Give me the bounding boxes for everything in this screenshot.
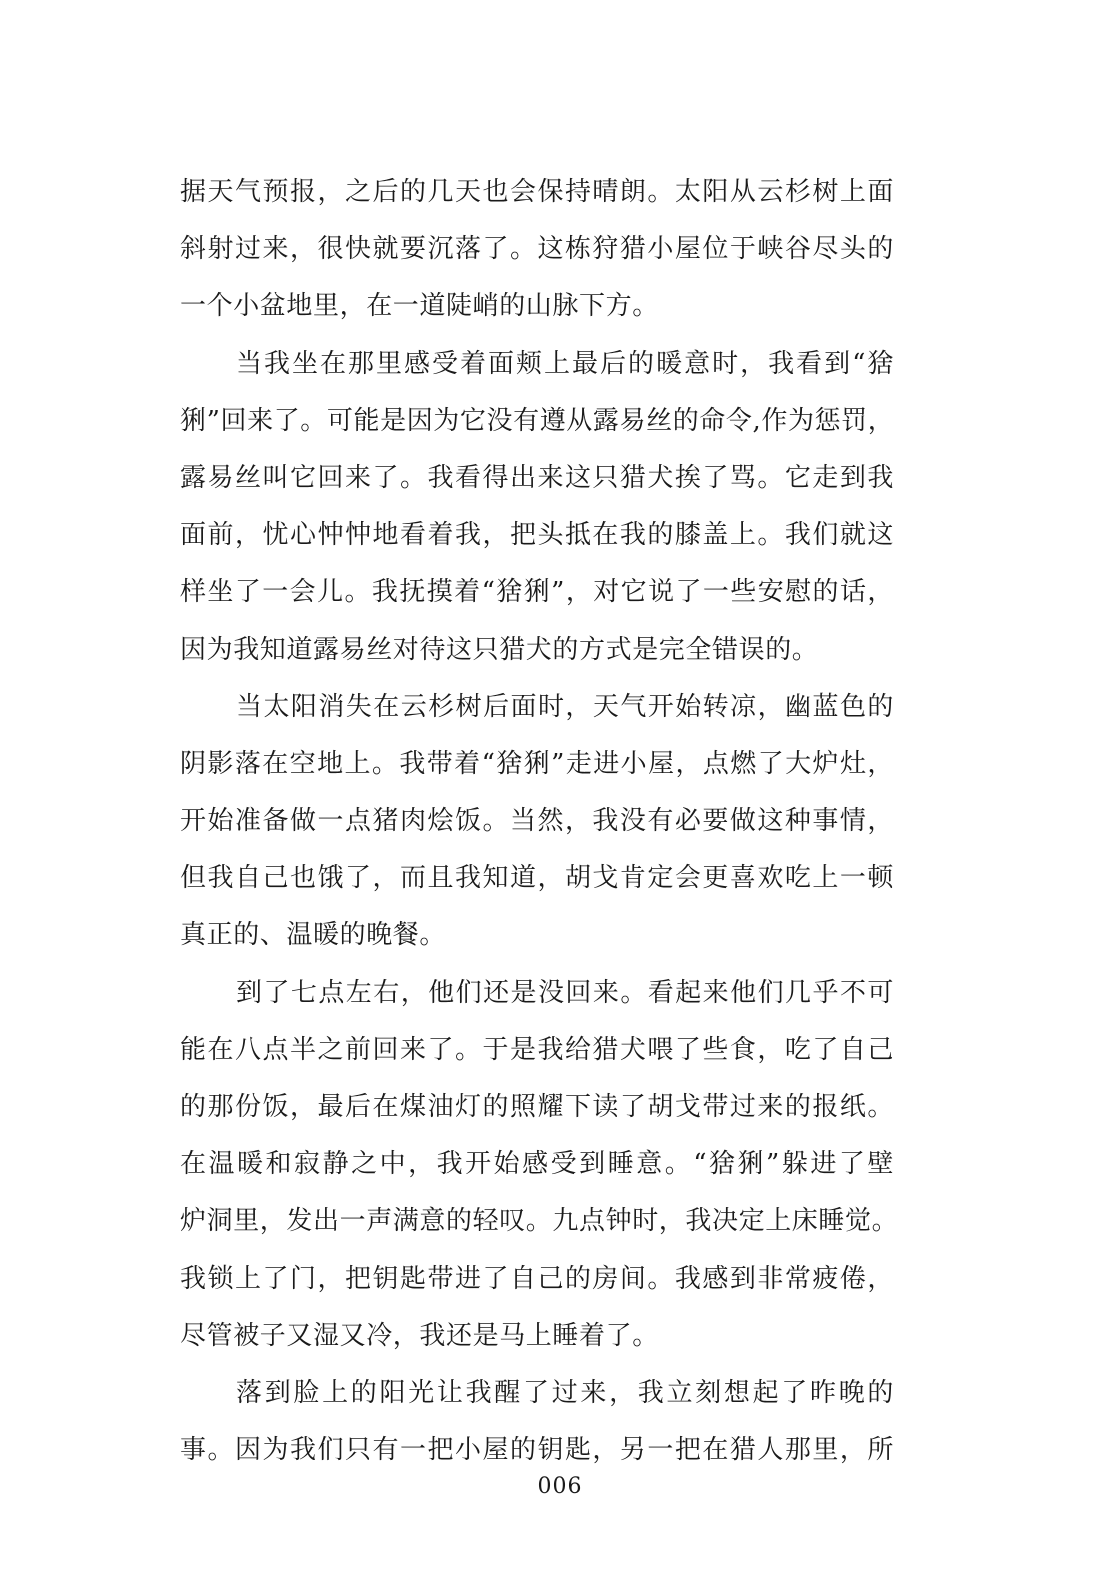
text-line: 斜射过来，很快就要沉落了。这栋狩猎小屋位于峡谷尽头的 — [180, 234, 894, 265]
text-line: 面前，忧心忡忡地看着我，把头抵在我的膝盖上。我们就这 — [180, 520, 894, 551]
text-line: 到了七点左右，他们还是没回来。看起来他们几乎不可 — [236, 977, 894, 1008]
text-line: 样坐了一会儿。我抚摸着“猞猁”，对它说了一些安慰的话， — [180, 577, 894, 608]
text-line: 当我坐在那里感受着面颊上最后的暖意时，我看到“猞 — [236, 348, 894, 379]
text-line: 但我自己也饿了，而且我知道，胡戈肯定会更喜欢吃上一顿 — [180, 863, 894, 894]
text-line: 的那份饭，最后在煤油灯的照耀下读了胡戈带过来的报纸。 — [180, 1092, 894, 1122]
page-number: 006 — [537, 1474, 583, 1499]
text-line: 猁”回来了。可能是因为它没有遵从露易丝的命令,作为惩罚， — [180, 405, 895, 436]
paragraph-5 — [180, 1365, 894, 1479]
text-line: 因为我知道露易丝对待这只猎犬的方式是完全错误的。 — [180, 634, 819, 665]
text-line: 阴影落在空地上。我带着“猞猁”走进小屋，点燃了大炉灶， — [180, 748, 894, 779]
text-line: 能在八点半之前回来了。于是我给猎犬喂了些食，吃了自己 — [180, 1034, 894, 1065]
text-line: 当太阳消失在云杉树后面时，天气开始转凉，幽蓝色的 — [236, 691, 894, 722]
text-line: 我锁上了门，把钥匙带进了自己的房间。我感到非常疲倦， — [180, 1263, 894, 1294]
text-line: 尽管被子又湿又冷，我还是马上睡着了。 — [180, 1320, 659, 1351]
text-line: 在温暖和寂静之中，我开始感受到睡意。“猞猁”躲进了壁 — [180, 1149, 894, 1180]
text-line: 落到脸上的阳光让我醒了过来，我立刻想起了昨晚的 — [236, 1377, 894, 1408]
text-line: 事。因为我们只有一把小屋的钥匙，另一把在猎人那里，所 — [180, 1435, 894, 1466]
text-line: 露易丝叫它回来了。我看得出来这只猎犬挨了骂。它走到我 — [180, 462, 894, 493]
paragraph-2 — [180, 336, 894, 679]
body-text — [180, 164, 899, 1479]
text-line: 炉洞里，发出一声满意的轻叹。九点钟时，我决定上床睡觉。 — [180, 1206, 899, 1237]
text-line: 据天气预报，之后的几天也会保持晴朗。太阳从云杉树上面 — [180, 177, 894, 207]
paragraph-3 — [180, 679, 894, 965]
text-line: 开始准备做一点猪肉烩饭。当然，我没有必要做这种事情， — [180, 806, 894, 837]
text-line: 一个小盆地里，在一道陡峭的山脉下方。 — [180, 291, 659, 322]
paragraph-1 — [180, 164, 894, 336]
paragraph-4 — [180, 965, 899, 1365]
text-line: 真正的、温暖的晚餐。 — [180, 920, 447, 951]
